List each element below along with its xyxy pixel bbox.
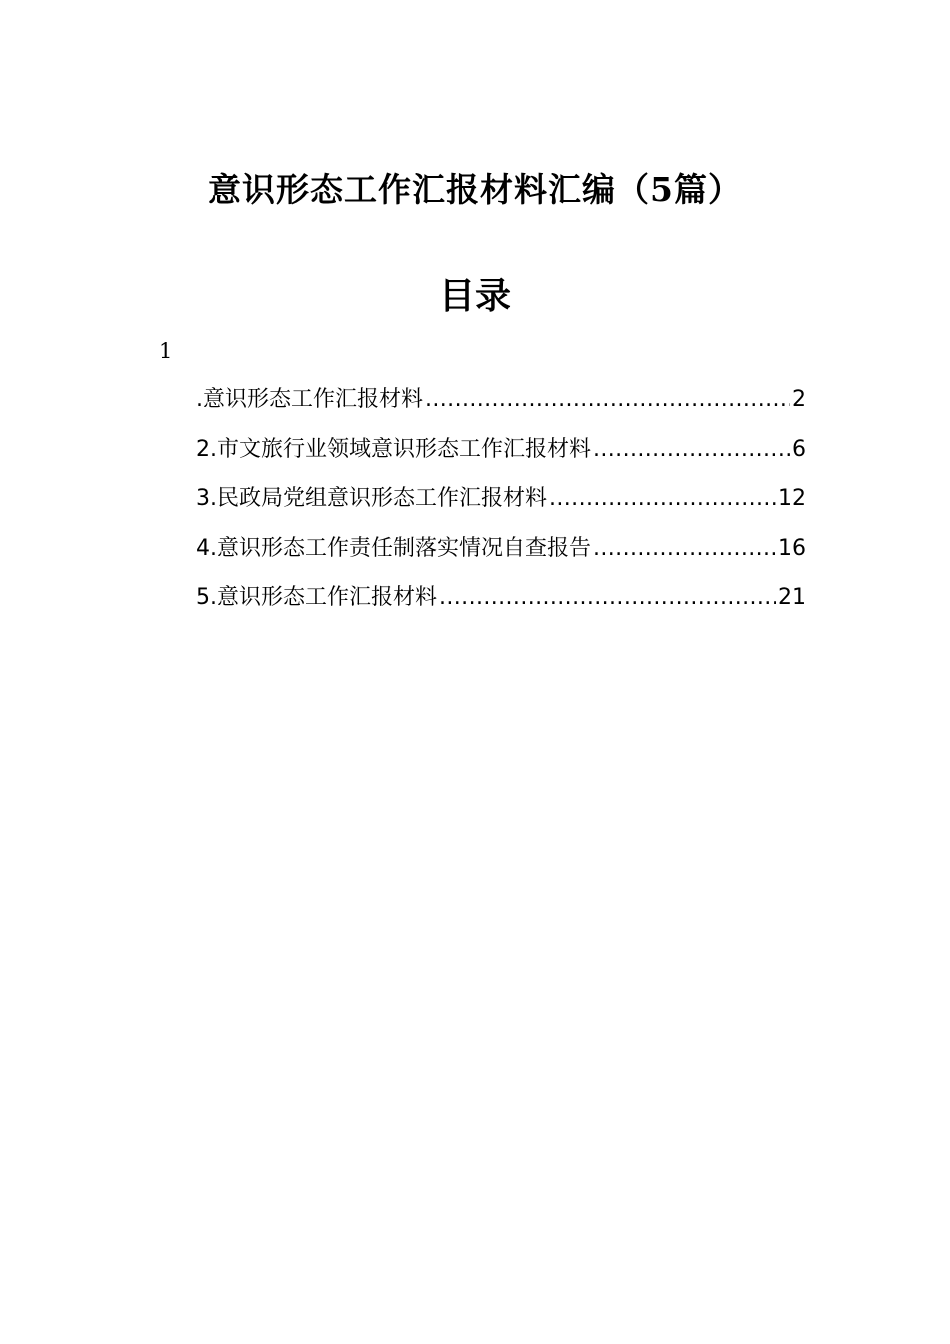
toc-heading: 目录 xyxy=(438,275,511,317)
toc-page-number: 16 xyxy=(778,535,806,561)
list-number-marker: 1 xyxy=(159,339,173,363)
toc-entry-4[interactable] xyxy=(196,529,806,579)
toc-page-number: 12 xyxy=(778,486,806,512)
toc-entry-label: 3.民政局党组意识形态工作汇报材料 xyxy=(196,486,547,512)
toc-entry-label: .意识形态工作汇报材料 xyxy=(196,387,423,412)
toc-dot-leader xyxy=(425,380,790,420)
toc-dot-leader xyxy=(593,430,790,470)
toc-page-number: 2 xyxy=(792,387,806,412)
toc-entry-label: 2.市文旅行业领域意识形态工作汇报材料 xyxy=(196,436,591,462)
toc-dot-leader xyxy=(439,578,776,618)
toc-entry-5[interactable] xyxy=(196,578,806,628)
toc-entry-label: 5.意识形态工作汇报材料 xyxy=(196,585,437,611)
toc-entry-3[interactable] xyxy=(196,479,806,529)
toc-dot-leader xyxy=(549,479,776,519)
toc-page-number: 21 xyxy=(778,585,806,611)
table-of-contents xyxy=(196,380,806,628)
toc-entry-label: 4.意识形态工作责任制落实情况自查报告 xyxy=(196,535,591,561)
document-title: 意识形态工作汇报材料汇编（5篇） xyxy=(208,170,742,209)
toc-page-number: 6 xyxy=(792,436,806,462)
toc-entry-2[interactable] xyxy=(196,430,806,480)
toc-entry-1[interactable] xyxy=(196,380,806,430)
toc-dot-leader xyxy=(593,529,776,569)
